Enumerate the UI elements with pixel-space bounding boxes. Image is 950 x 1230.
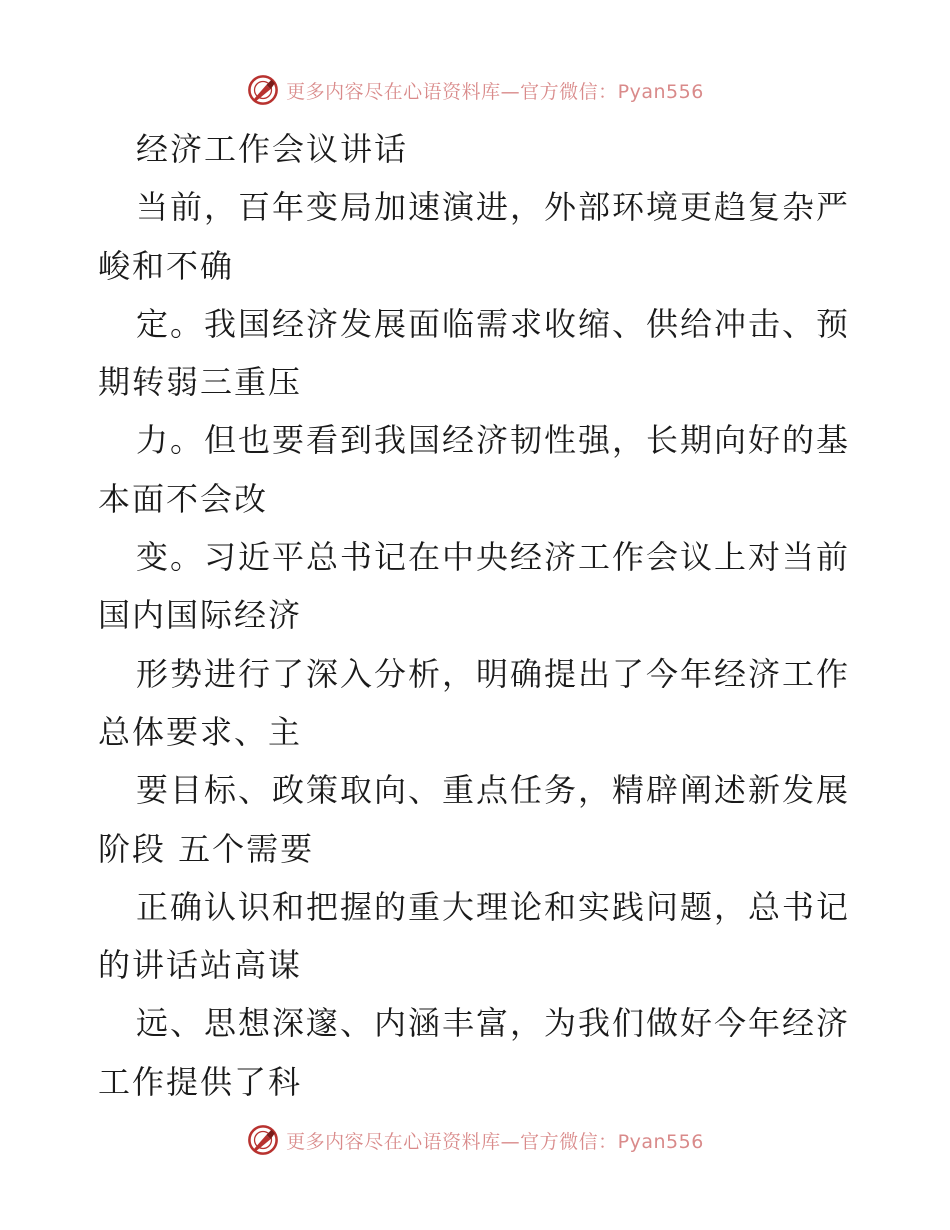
paragraph-line: 要目标、政策取向、重点任务，精辟阐述新发展 <box>136 771 851 810</box>
footer-banner-text: 更多内容尽在心语资料库—官方微信：Pyan556 <box>286 1130 704 1153</box>
document-title: 经济工作会议讲话 <box>136 130 409 168</box>
header-banner <box>0 68 950 112</box>
paragraph-line: 工作提供了科 <box>98 1062 303 1101</box>
paragraph-line: 远、思想深邃、内涵丰富，为我们做好今年经济 <box>136 1004 851 1043</box>
paragraph-line: 总体要求、主 <box>98 712 303 751</box>
paragraph-line: 峻和不确 <box>98 246 235 285</box>
paragraph-line: 期转弱三重压 <box>98 363 303 402</box>
footer-banner <box>0 1118 950 1162</box>
pen-nib-logo-icon <box>246 73 280 107</box>
paragraph-line: 变。习近平总书记在中央经济工作会议上对当前 <box>136 538 851 577</box>
paragraph-line: 当前，百年变局加速演进，外部环境更趋复杂严 <box>136 188 851 227</box>
paragraph-line: 的讲话站高谋 <box>98 946 303 985</box>
paragraph-line: 定。我国经济发展面临需求收缩、供给冲击、预 <box>136 304 851 343</box>
document-body <box>98 120 858 1111</box>
paragraph-line: 国内国际经济 <box>98 596 303 635</box>
paragraph-line: 力。但也要看到我国经济韧性强，长期向好的基 <box>136 421 851 460</box>
paragraph-line: 阶段 五个需要 <box>98 829 315 868</box>
paragraph-line: 形势进行了深入分析，明确提出了今年经济工作 <box>136 654 851 693</box>
paragraph-line: 正确认识和把握的重大理论和实践问题，总书记 <box>136 887 851 926</box>
header-banner-text: 更多内容尽在心语资料库—官方微信：Pyan556 <box>286 80 704 103</box>
pen-nib-logo-icon <box>246 1123 280 1157</box>
paragraph-line: 本面不会改 <box>98 479 269 518</box>
